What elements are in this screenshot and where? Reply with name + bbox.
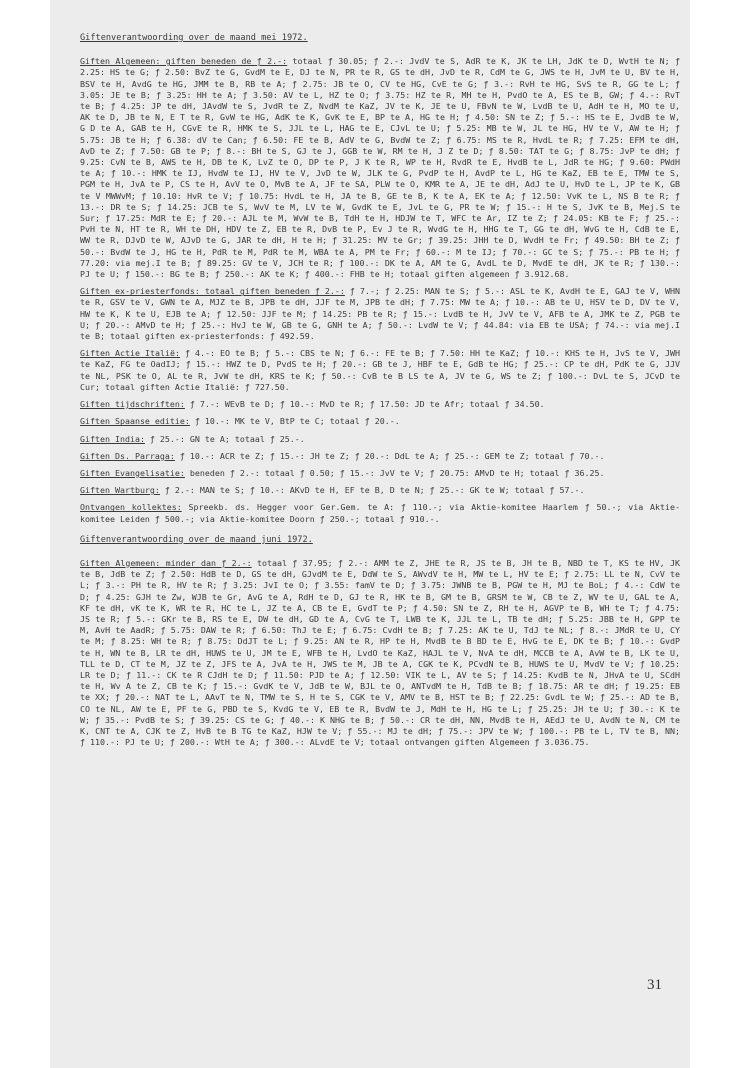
- giften-india: Giften India: ƒ 25.-: GN te A; totaal ƒ 25.-.: [80, 433, 305, 444]
- month-june-heading: Giftenverantwoording over de maand juni 1972.: [80, 534, 313, 545]
- page-number: 31: [647, 977, 662, 993]
- giften-algemeen-mei: Giften Algemeen: giften beneden de ƒ 2.-: totaal ƒ 30.05; ƒ 2.-: JvdV te S, AdR te K, JK te LH, JdK te D, WvtH te N; ƒ 2.25: HS te G; ƒ 2.50: BvZ te G, GvdM te E, DJ te N, PR te R, GS te dH, JvD te R, CdM te G, JWS te H, JvM te U, BV te H, BSV te H, AvdG te HG, JMM te B, RB te A; ƒ 2.75: JB te O, CV te HG, CvE te G; ƒ 3.-: RvH te HG, SvS te R, GG te L; ƒ 3.05: JE te B; ƒ 3.25: HH te A; ƒ 3.50: AV te L, HZ te O; ƒ 3.75: HZ te R, MH te H, PvdO te A, ES te B, GW; ƒ 4.-: RvT te B; ƒ 4.25: JP te dH, JAvdW te S, JvdR te Z, NvdM te KaZ, JV te K, JE te U, FBvN te W, LvdB te U, AdH te H, MO te U, AK te D, JB te N, E T te R, GvW te HG, AdK te K, GvK te E, BP te A, HG te H; ƒ 4.50: SN te Z; ƒ 5.-: HS te E, JvdB te W, G D te A, GAB te H, CGvE te R, HMK te S, JJL te L, HAG te E, CJvL te U; ƒ 5.25: MB te W, JL te HG, HV te V, AW te H; ƒ 5.75: JB te H; ƒ 6.38: dV te Can; ƒ 6.50: FE te B, AdV te G, BvdW te Z; ƒ 6.75: MS te R, HvdL te R; ƒ 7.25: EFM te dH, AvD te Z; ƒ 7.50: GB te P; ƒ 8.-: BH te S, GJ te J, GGB te W, RM te H, J Z te D; ƒ 8.50: TAT te G; ƒ 8.75: JvP te dH; ƒ 9.25: CvN te B, AWS te H, DB te K, LvZ te O, DP te P, J K te R, WP te H, RvdR te E, HvdB te L, JdR te HG; ƒ 9.60: PWdH te A; ƒ 10.-: HMK te IJ, HvdW te IJ, HV te V, JvD te W, JLK te G, PvdP te H, AvdP te L, HG te KaZ, EB te E, TMW te S, PGM te H, JvA te P, CS te H, AvV te O, MvB te A, JF te SA, PLW te O, KMR te A, JE te dH, AdJ te U, HvD te L, JP te K, GB te V MWWvM; ƒ 10.10: HvR te V; ƒ 10.75: HvdL te H, JA te B, GE te B, K te A, EK te A; ƒ 12.50: VvK te L, NS B te R; ƒ 13.-: DR te S; ƒ 14.25: JCB te S, WvV te M, LV te W, GvdK te E, JvL te G, PR te W; ƒ 15.-: H te S, JvK te B, Mej.S te Sur; ƒ 17.25: MdR te E; ƒ 20.-: AJL te M, WvW te B, TdH te H, HDJW te T, WFC te Ar, IZ te Z; ƒ 24.05: KB te F; ƒ 25.-: PvH te N, HT te R, WH te DH, HDV te Z, EB te R, DvB te P, Ev J te R, WvdG te H, HHG te T, GG te dH, WvG te H, CdB te E, WW te R, DJvD te W, AJvD te G, JAR te dH, H te H; ƒ 31.25: MV te Gr; ƒ 39.25: JHH te D, WvdH te Fr; ƒ 49.50: BH te Z; ƒ 50.-: BvdW te J, HG te H, PdR te M, PdR te M, WBA te A, PM te Fr; ƒ 60.-: M te IJ; ƒ 70.-: GC te S; ƒ 75.-: PB te H; ƒ 77.20: via mej.I te B; ƒ 89.25: GV te V, JCH te R; ƒ 100.-: DK te A, AM te G, AvdL te D, MvdE te dH, JK te R; ƒ 130.-: PJ te U; ƒ 150.-: BG te B; ƒ 250.-: AK te K; ƒ 400.-: FHB te H; totaal giften algemeen ƒ 3.912.68.: [80, 56, 680, 280]
- giften-ds-parraga: Giften Ds. Parraga: ƒ 10.-: ACR te Z; ƒ 15.-: JH te Z; ƒ 20.-: DdL te A; ƒ 25.-: GEM te Z; totaal ƒ 70.-.: [80, 450, 605, 461]
- giften-evangelisatie: Giften Evangelisatie: beneden ƒ 2.-: totaal ƒ 0.50; ƒ 15.-: JvV te V; ƒ 20.75: AMvD te H; totaal ƒ 36.25.: [80, 467, 605, 478]
- document-page: [50, 0, 690, 1068]
- giften-spaanse-editie: Giften Spaanse editie: ƒ 10.-: MK te V, BtP te C; totaal ƒ 20.-.: [80, 416, 400, 427]
- giften-ex-priesterfonds: Giften ex-priesterfonds: totaal giften beneden ƒ 2.-: ƒ 7.-; ƒ 2.25: MAN te S; ƒ 5.-: ASL te K, AvdH te E, GAJ te V, WHN te R, GSV te V, GWN te A, MJZ te B, JPB te dH, JJF te M, JPB te dH; ƒ 7.75: MW te A; ƒ 10.-: AB te U, HSV te D, DV te V, HW te K, K te U, EJB te A; ƒ 12.50: JJF te M; ƒ 14.25: PB te R; ƒ 15.-: LvdB te H, JvV te V, AFB te A, JMK te Z, PGB te U; ƒ 20.-: AMvD te H; ƒ 25.-: HvJ te W, GB te G, GNH te A; ƒ 50.-: LvdW te V; ƒ 44.84: via EB te USA; ƒ 74.-: via mej.I te B; totaal giften ex-priesterfonds: ƒ 492.59.: [80, 286, 680, 342]
- ontvangen-kollektes: Ontvangen kollektes: Spreekb. ds. Hegger voor Ger.Gem. te A: ƒ 110.-; via Aktie-komitee Haarlem ƒ 50.-; via Aktie-komitee Leiden ƒ 500.-; via Aktie-komitee Doorn ƒ 250.-; totaal ƒ 910.-.: [80, 502, 680, 524]
- page-content: [80, 32, 680, 754]
- giften-tijdschriften: Giften tijdschriften: ƒ 7.-: WEvB te D; ƒ 10.-: MvD te R; ƒ 17.50: JD te Afr; totaal ƒ 34.50.: [80, 399, 545, 410]
- giften-wartburg: Giften Wartburg: ƒ 2.-: MAN te S; ƒ 10.-: AKvD te H, EF te B, D te N; ƒ 25.-: GK te W; totaal ƒ 57.-.: [80, 485, 585, 496]
- giften-actie-italie: Giften Actie Italië: ƒ 4.-: EO te B; ƒ 5.-: CBS te N; ƒ 6.-: FE te B; ƒ 7.50: HH te KaZ; ƒ 10.-: KHS te H, JvS te V, JWH te KaZ, FG te OadIJ; ƒ 15.-: HWZ te D, PvdS te H; ƒ 20.-: GB te J, HBF te E, GdB te HG; ƒ 25.-: CP te dH, PdK te G, JJV te NL, PSK te O, AL te R, JvW te dH, KRS te K; ƒ 50.-: CvB te B LS te A, JV te G, WS te Z; ƒ 100.-: DvL te S, JCvD te Cur; totaal giften Actie Italië: ƒ 727.50.: [80, 348, 681, 392]
- month-may-heading: Giftenverantwoording over de maand mei 1972.: [80, 33, 308, 43]
- giften-algemeen-juni: Giften Algemeen: minder dan ƒ 2.-: totaal ƒ 37.95; ƒ 2.-: AMM te Z, JHE te R, JS te B, JH te B, NBD te T, KS te HV, JK te B, JdB te Z; ƒ 2.50: HdB te D, GS te dH, GJvdM te E, DdW te S, AWvdV te H, MW te L, HV te E; ƒ 2.75: LL te N, CvV te L; ƒ 3.-: PH te R, HV te R; ƒ 3.25: JvI te O; ƒ 3.55: famV te D; ƒ 3.75: JWNB te B, PGW te H, MJ te BoL; ƒ 4.-: CdW te D; ƒ 4.25: GJH te Zw, WJB te Gr, AvG te A, RdH te D, GJ te R, HK te B, GM te B, GRSM te W, CB te Z, WV te U, GAL te A, KF te dH, vK te K, WR te R, HC te L, JZ te A, CB te E, GvdT te P; ƒ 4.50: SN te Z, RH te H, AGVP te B, WH te T; ƒ 4.75: JS te R; ƒ 5.-: GKr te B, RS te E, DW te dH, GD te A, CvG te T, LWB te K, JJL te L, TB te dH; ƒ 5.25: JBB te H, GPP te M, AvH te AadR; ƒ 5.75: DAW te R; ƒ 6.50: ThJ te E; ƒ 6.75: CvdH te B; ƒ 7.25: AK te U, TdJ te NL; ƒ 8.-: JMdR te U, CY te M; ƒ 8.25: WH te R; ƒ 8.75: DdJT te L; ƒ 9.25: AN te R, HP te H, MvdB te B BD te E, HvG te E, DK te B; ƒ 10.-: GvdP te H, WN te B, LR te dH, HUWS te U, JM te E, WFB te H, LvdO te KaZ, HAJL te V, NvA te dH, MCCB te A, AvW te B, LK te U, TLL te D, CT te M, JZ te Z, JFS te A, JvA te H, JWS te M, JB te A, CGK te K, PCvdN te B, HUWS te U, MvdV te V; ƒ 10.25: LR te D; ƒ 11.-: CK te R CJdH te D; ƒ 11.50: PJD te A; ƒ 12.50: VIK te L, AV te S; ƒ 14.25: KvdB te N, JHvA te U, SCdH te H, Wv A te Z, CB te K; ƒ 15.-: GvdK te V, JdB te W, BJL te O, ANTvdM te H, TdB te B; ƒ 18.75: AR te dH; ƒ 19.25: EB te XX; ƒ 20.-: NAT te L, AAvT te N, TMW te S, H te S, CGK te V, AMV te B, HST te B; ƒ 22.25: GvdL te W; ƒ 25.-: AD te B, CO te NL, AW te E, PF te G, PBD te S, KvdG te V, EB te R, BvdW te J, MdH te H, HG te L; ƒ 25.25: JH te U; ƒ 30.-: K te W; ƒ 35.-: PvdB te S; ƒ 39.25: CS te G; ƒ 40.-: K NHG te B; ƒ 50.-: CR te dH, NN, MvdB te H, AEdJ te U, AvdN te N, CM te K, CNT te A, CJK te Z, HvB te B TG te KaZ, HJW te V; ƒ 55.-: MJ te dH; ƒ 75.-: JPV te W; ƒ 100.-: PB te L, TV te B, NN; ƒ 110.-: PJ te U; ƒ 200.-: WtH te A; ƒ 300.-: ALvdE te V; totaal ontvangen giften Algemeen ƒ 3.036.75.: [80, 557, 680, 748]
